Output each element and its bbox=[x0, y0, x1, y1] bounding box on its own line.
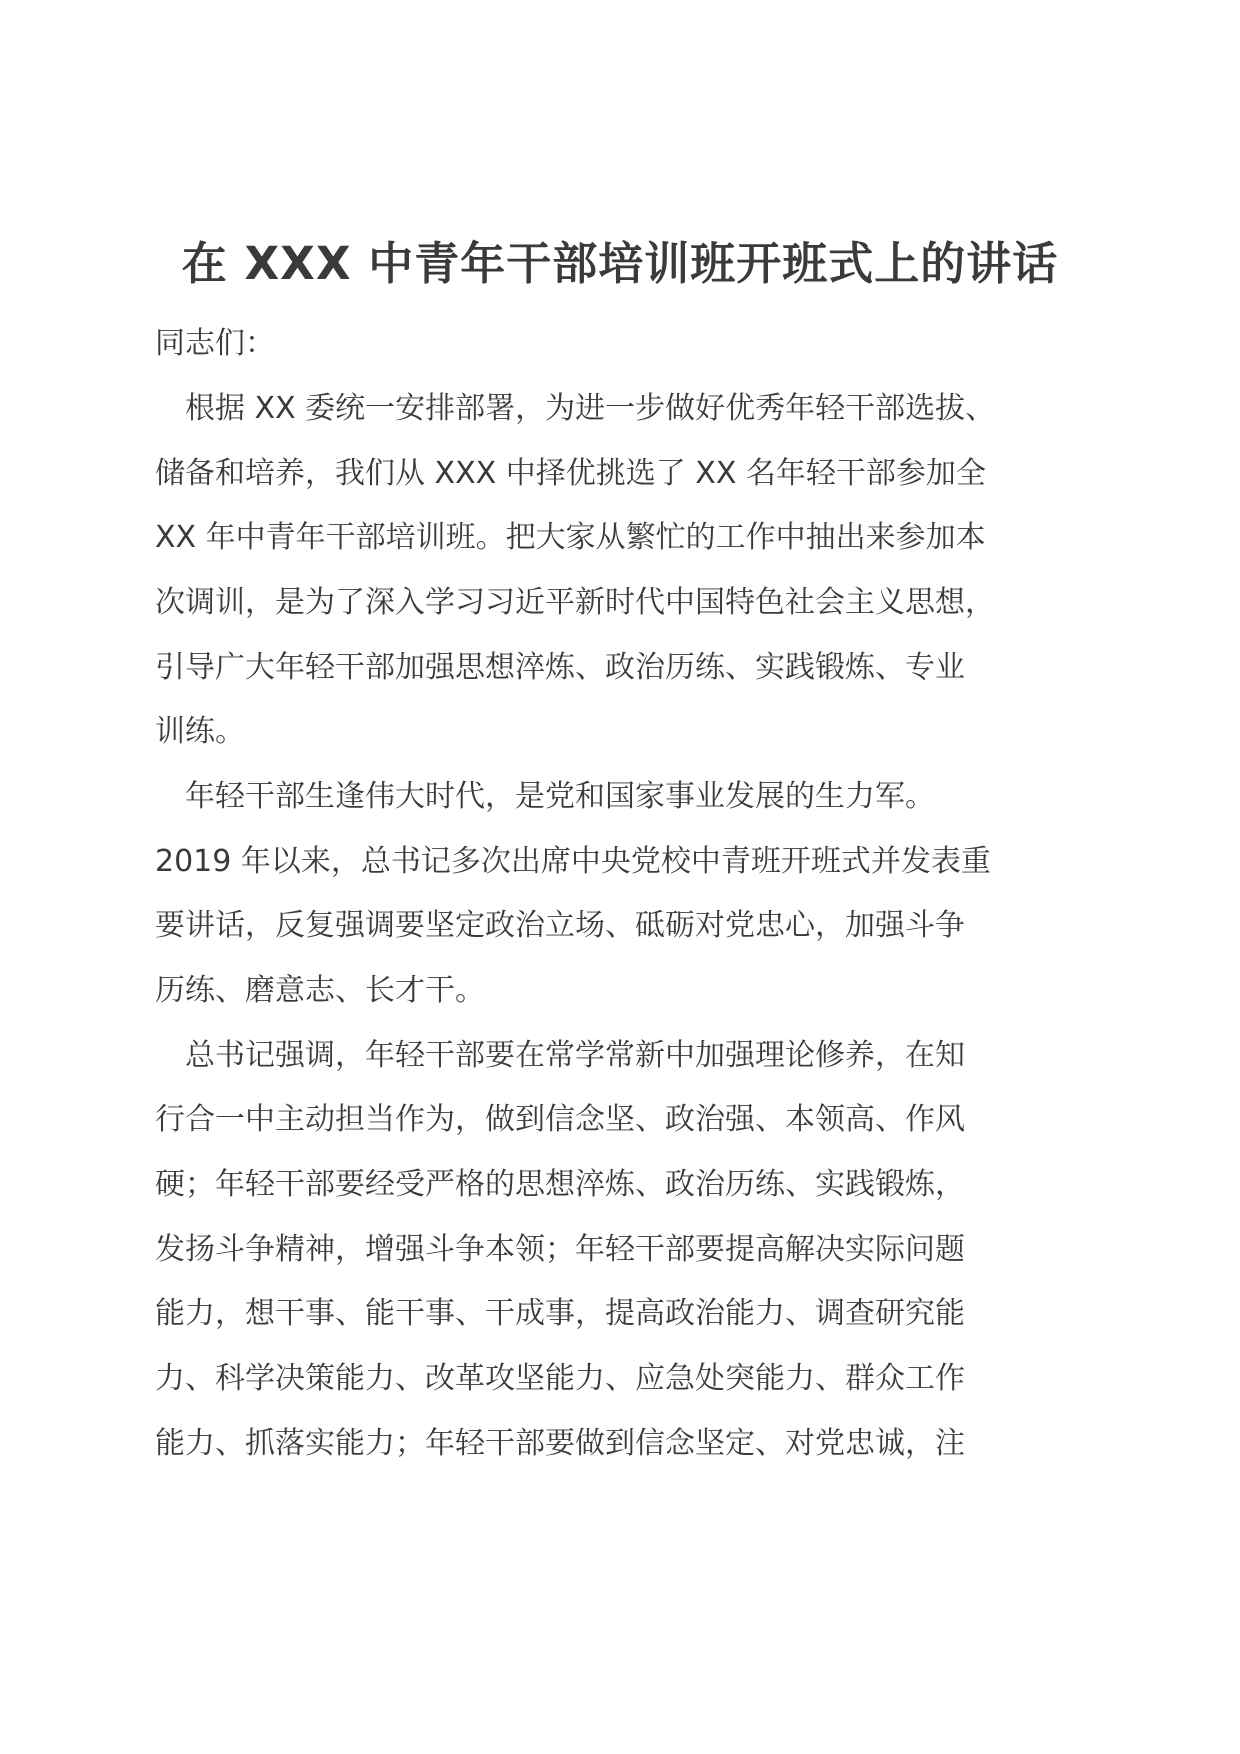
body-line: 历练、磨意志、长才干。 bbox=[155, 973, 485, 1008]
body-line: 训练。 bbox=[155, 714, 245, 749]
body-line: 引导广大年轻干部加强思想淬炼、政治历练、实践锻炼、专业 bbox=[155, 650, 965, 685]
body-line: 同志们： bbox=[155, 326, 275, 361]
body-line: 能力、抓落实能力；年轻干部要做到信念坚定、对党忠诚，注 bbox=[155, 1426, 965, 1461]
body-line: 2019 年以来，总书记多次出席中央党校中青班开班式并发表重 bbox=[155, 844, 991, 879]
body-line: 年轻干部生逢伟大时代，是党和国家事业发展的生力军。 bbox=[155, 779, 935, 814]
body-line: 要讲话，反复强调要坚定政治立场、砥砺对党忠心，加强斗争 bbox=[155, 908, 965, 943]
document-title: 在 XXX 中青年干部培训班开班式上的讲话 bbox=[181, 237, 1059, 290]
body-line: 储备和培养，我们从 XXX 中择优挑选了 XX 名年轻干部参加全 bbox=[155, 456, 986, 491]
body-line: 次调训，是为了深入学习习近平新时代中国特色社会主义思想， bbox=[155, 585, 995, 620]
body-line: 行合一中主动担当作为，做到信念坚、政治强、本领高、作风 bbox=[155, 1102, 965, 1137]
body-line: 发扬斗争精神，增强斗争本领；年轻干部要提高解决实际问题 bbox=[155, 1232, 965, 1267]
body-line: 能力，想干事、能干事、干成事，提高政治能力、调查研究能 bbox=[155, 1296, 965, 1331]
body-line: 根据 XX 委统一安排部署，为进一步做好优秀年轻干部选拔、 bbox=[155, 391, 996, 426]
body-line: 总书记强调，年轻干部要在常学常新中加强理论修养，在知 bbox=[155, 1038, 965, 1073]
body-line: XX 年中青年干部培训班。把大家从繁忙的工作中抽出来参加本 bbox=[155, 520, 986, 555]
body-line: 力、科学决策能力、改革攻坚能力、应急处突能力、群众工作 bbox=[155, 1361, 965, 1396]
body-line: 硬；年轻干部要经受严格的思想淬炼、政治历练、实践锻炼， bbox=[155, 1167, 965, 1202]
